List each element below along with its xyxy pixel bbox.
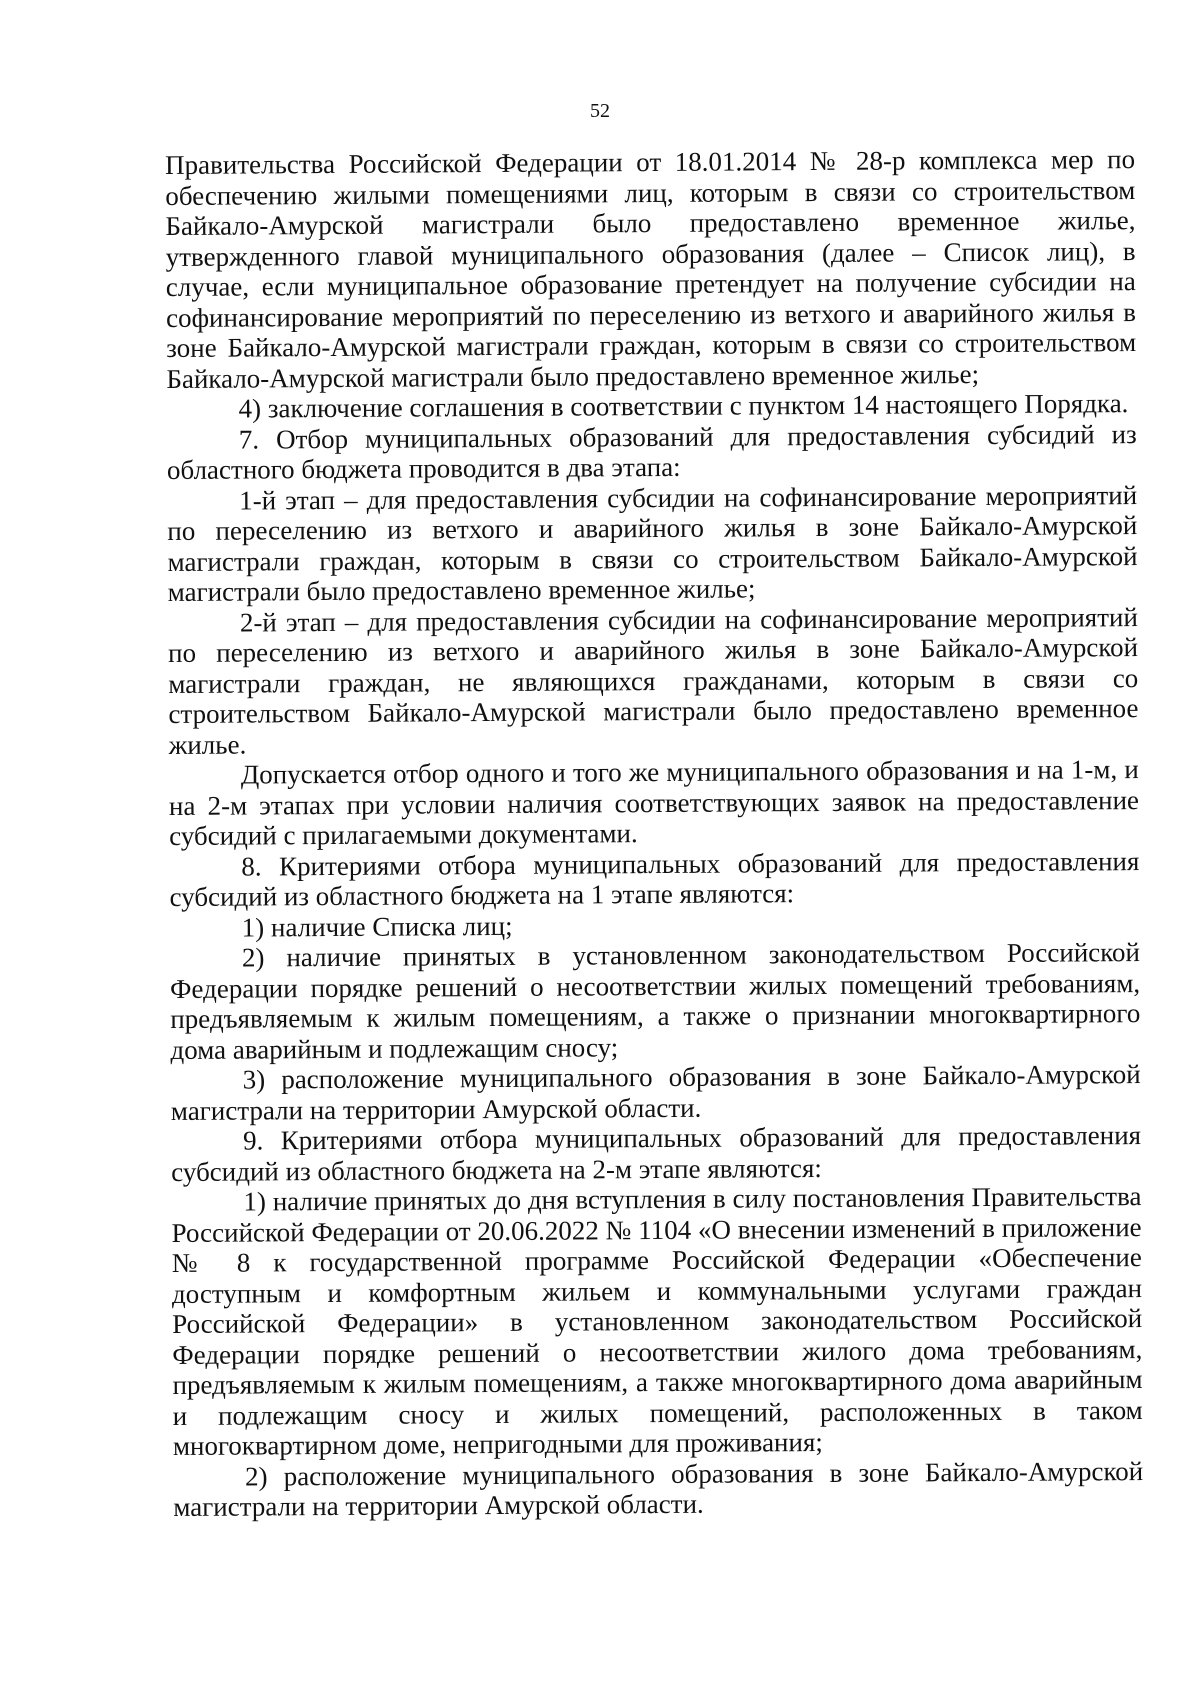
paragraph-criterion-8-3: 3) расположение муниципального образования в зоне Байкало-Амурской магистрали на территории Амурской области.	[170, 1059, 1141, 1126]
paragraph-criterion-8-2: 2) наличие принятых в установленном законодательством Российской Федерации порядке решений о несоответствии жилых помещений требованиям, предъявляемым к жилым помещениям, а также о признании многоквартирного дома аварийным и подлежащим сносу;	[170, 937, 1141, 1065]
page-number: 52	[590, 100, 610, 122]
paragraph-criterion-9-2: 2) расположение муниципального образования в зоне Байкало-Амурской магистрали на территории Амурской области.	[173, 1455, 1144, 1522]
paragraph-stage-2: 2-й этап – для предоставления субсидии на софинансирование мероприятий по переселению из ветхого и аварийного жилья в зоне Байкало-Амурской магистрали граждан, не являющихся гражданами, которым в связи со строительством Байкало-Амурской магистрали было предоставлено временное жилье.	[167, 601, 1139, 760]
paragraph-continuation: Правительства Российской Федерации от 18.01.2014 № 28-р комплекса мер по обеспечению жилыми помещениями лиц, которым в связи со строительством Байкало-Амурской магистрали было предоставлено временное жилье, утвержденного главой муниципального образования (далее – Список лиц), в случае, если муниципальное образование претендует на получение субсидии на софинансирование мероприятий по переселению из ветхого и аварийного жилья в зоне Байкало-Амурской магистрали граждан, которым в связи со строительством Байкало-Амурской магистрали было предоставлено временное жилье;	[165, 144, 1137, 394]
paragraph-criterion-9-1: 1) наличие принятых до дня вступления в силу постановления Правительства Российской Федерации от 20.06.2022 № 1104 «О внесении изменений в приложение № 8 к государственной программе Российской Федерации «Обеспечение доступным и комфортным жильем и коммунальными услугами граждан Российской Федерации» в установленном законодательством Российской Федерации порядке решений о несоответствии жилого дома требованиям, предъявляемым к жилым помещениям, а также многоквартирного дома аварийным и подлежащим сносу и жилых помещений, расположенных в таком многоквартирном доме, непригодными для проживания;	[171, 1181, 1143, 1461]
paragraph-section-7: 7. Отбор муниципальных образований для предоставления субсидий из областного бюджета проводится в два этапа:	[166, 418, 1137, 485]
paragraph-section-8: 8. Критериями отбора муниципальных образований для предоставления субсидий из областного бюджета на 1 этапе являются:	[169, 845, 1140, 912]
paragraph-item-4: 4) заключение соглашения в соответствии с пунктом 14 настоящего Порядка.	[238, 388, 1129, 424]
paragraph-criterion-8-1: 1) наличие Списка лиц;	[241, 910, 513, 943]
paragraph-allowance: Допускается отбор одного и того же муниципального образования и на 1-м, и на 2-м этапах при условии наличия соответствующих заявок на предоставление субсидий с прилагаемыми документами.	[168, 754, 1140, 851]
paragraph-section-9: 9. Критериями отбора муниципальных образований для предоставления субсидий из областного бюджета на 2-м этапе являются:	[171, 1120, 1142, 1187]
paragraph-stage-1: 1-й этап – для предоставления субсидии на софинансирование мероприятий по переселению из ветхого и аварийного жилья в зоне Байкало-Амурской магистрали граждан, которым в связи со строительством Байкало-Амурской магистрали было предоставлено временное жилье;	[167, 479, 1138, 607]
document-body	[165, 144, 1143, 1522]
